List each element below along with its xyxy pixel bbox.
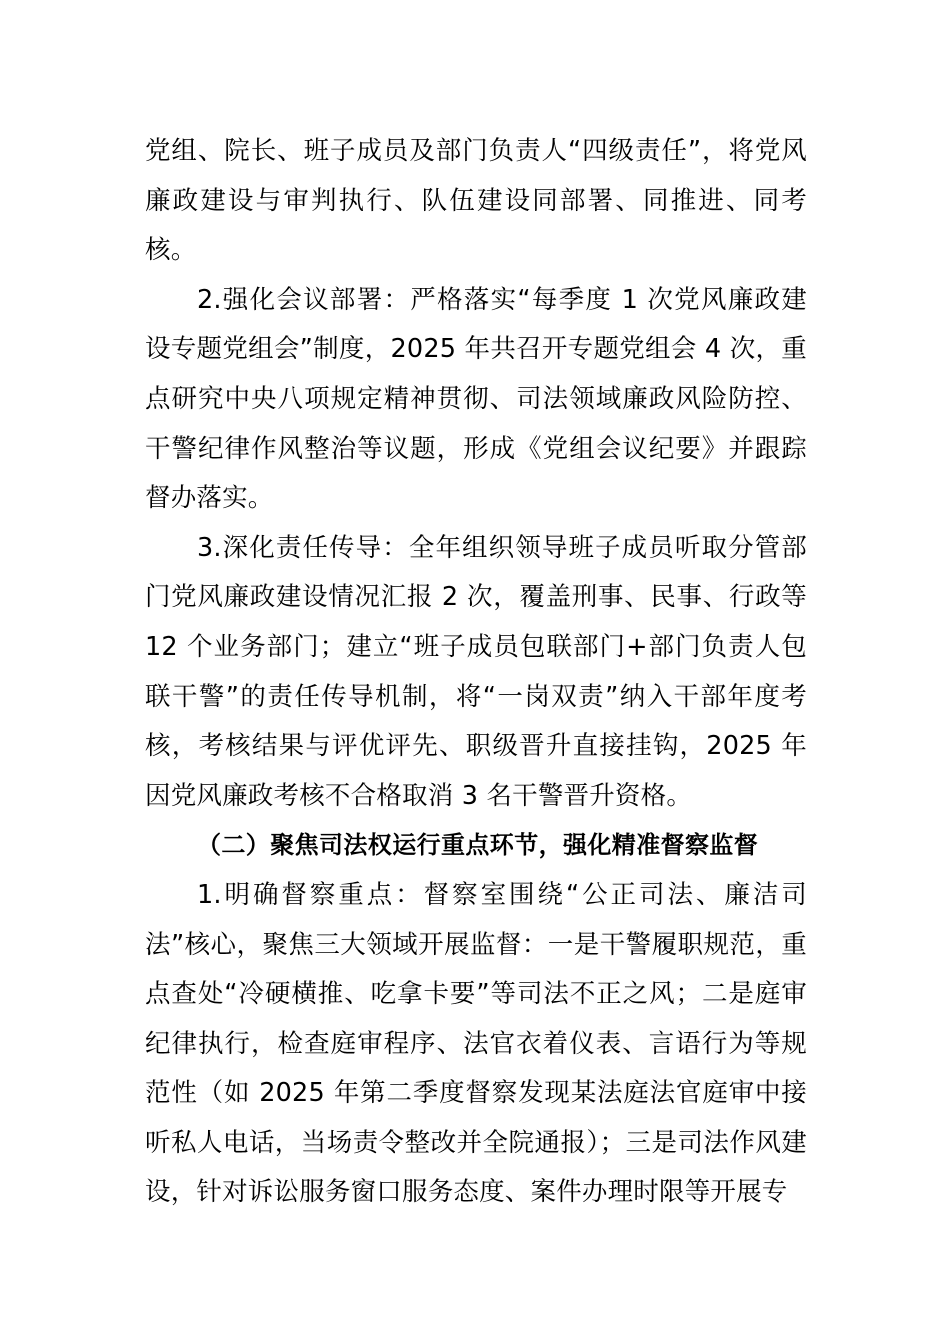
paragraph-meeting-deployment: 2.强化会议部署：严格落实“每季度 1 次党风廉政建设专题党组会”制度，2025 年共召开专题党组会 4 次，重点研究中央八项规定精神贯彻、司法领域廉政风险防控、干警纪律作风整治等议题，形成《党组会议纪要》并跟踪督办落实。 [145, 284, 807, 514]
document-page [145, 127, 807, 1218]
section-heading-2: （二）聚焦司法权运行重点环节，强化精准督察监督 [197, 831, 759, 860]
paragraph-responsibility-transmission: 3.深化责任传导：全年组织领导班子成员听取分管部门党风廉政建设情况汇报 2 次，覆盖刑事、民事、行政等 12 个业务部门；建立“班子成员包联部门+部门负责人包联干警”的责任传导机制，将“一岗双责”纳入干部年度考核，考核结果与评优评先、职级晋升直接挂钩，2025 年因党风廉政考核不合格取消 3 名干警晋升资格。 [145, 532, 807, 811]
paragraph-supervision-focus: 1.明确督察重点：督察室围绕“公正司法、廉洁司法”核心，聚焦三大领域开展监督：一是干警履职规范，重点查处“冷硬横推、吃拿卡要”等司法不正之风；二是庭审纪律执行，检查庭审程序、法官衣着仪表、言语行为等规范性（如 2025 年第二季度督察发现某法庭法官庭审中接听私人电话，当场责令整改并全院通报）；三是司法作风建设，针对诉讼服务窗口服务态度、案件办理时限等开展专 [145, 879, 807, 1208]
paragraph-responsibility-continuation: 党组、院长、班子成员及部门负责人“四级责任”，将党风廉政建设与审判执行、队伍建设同部署、同推进、同考核。 [145, 136, 807, 266]
